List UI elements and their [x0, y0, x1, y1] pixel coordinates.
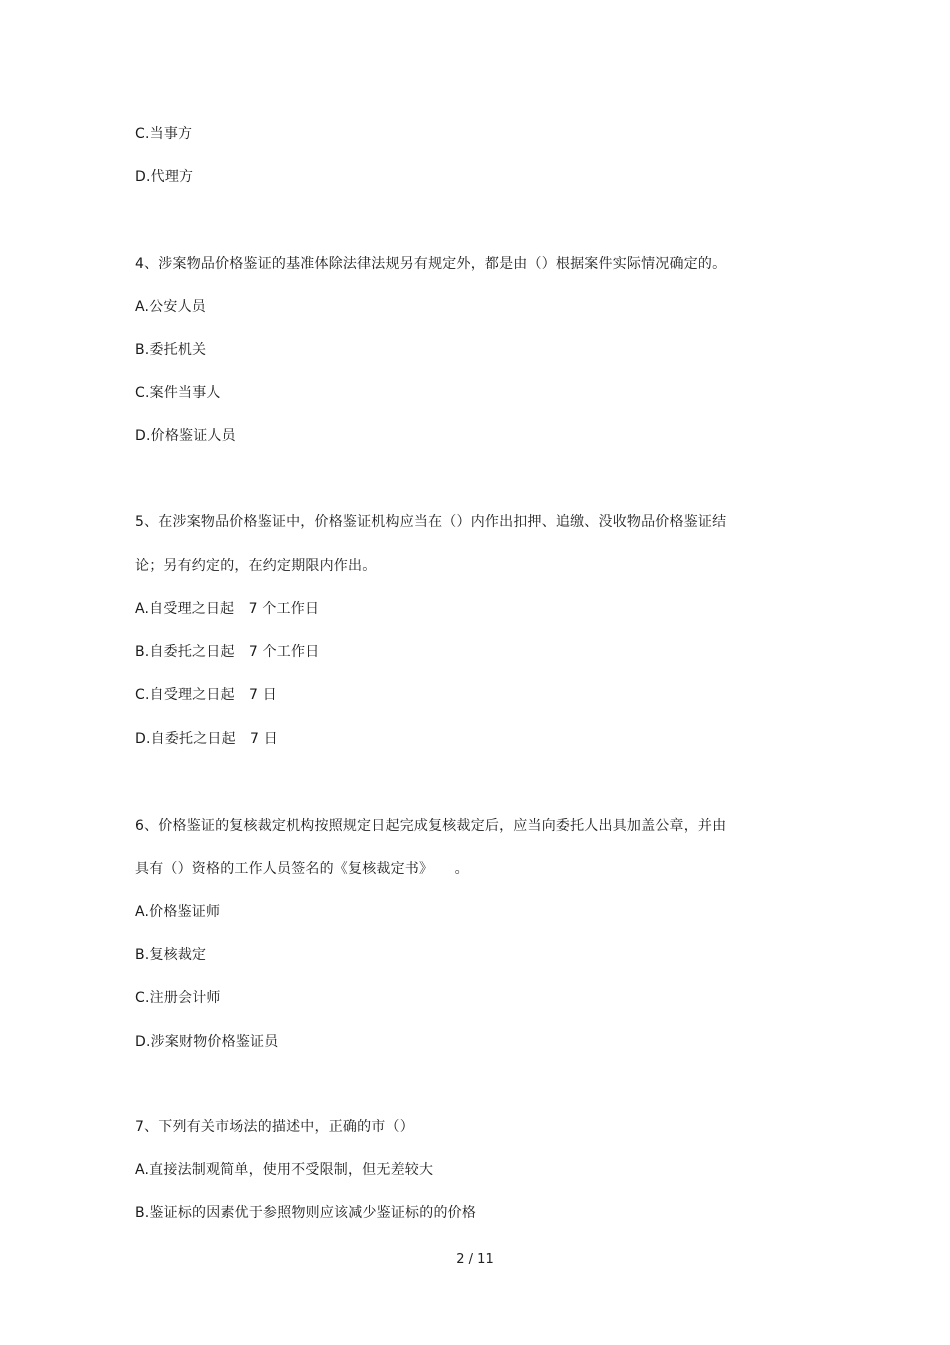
question-5-text-line2: 论；另有约定的，在约定期限内作出。 [135, 558, 377, 574]
option-4a: A.公安人员 [135, 299, 206, 315]
page-number: 2 / 11 [456, 1252, 494, 1267]
question-5-text-line1: 5、在涉案物品价格鉴证中，价格鉴证机构应当在（）内作出扣押、追缴、没收物品价格鉴证结 [135, 514, 727, 530]
option-6b: B.复核裁定 [135, 947, 207, 963]
question-7-text: 7、下列有关市场法的描述中，正确的市（） [135, 1119, 414, 1135]
option-7b: B.鉴证标的因素优于参照物则应该减少鉴证标的的价格 [135, 1205, 477, 1221]
option-5a: A.自受理之日起 7 个工作日 [135, 601, 320, 617]
option-6d: D.涉案财物价格鉴证员 [135, 1034, 279, 1050]
option-6c: C.注册会计师 [135, 990, 221, 1006]
option-4d: D.价格鉴证人员 [135, 428, 236, 444]
question-4-text: 4、涉案物品价格鉴证的基准体除法律法规另有规定外，都是由（）根据案件实际情况确定的。 [135, 256, 727, 272]
option-7a: A.直接法制观简单，使用不受限制，但无差较大 [135, 1162, 434, 1178]
question-6-text-line1: 6、价格鉴证的复核裁定机构按照规定日起完成复核裁定后，应当向委托人出具加盖公章，并由 [135, 818, 727, 834]
option-5d: D.自委托之日起 7 日 [135, 731, 278, 747]
option-5b: B.自委托之日起 7 个工作日 [135, 644, 320, 660]
option-3d: D.代理方 [135, 169, 194, 185]
question-6-text-line2: 具有（）资格的工作人员签名的《复核裁定书》 。 [135, 861, 469, 877]
option-4c: C.案件当事人 [135, 385, 221, 401]
option-6a: A.价格鉴证师 [135, 904, 221, 920]
option-5c: C.自受理之日起 7 日 [135, 687, 277, 703]
option-4b: B.委托机关 [135, 342, 207, 358]
option-3c: C.当事方 [135, 126, 193, 142]
